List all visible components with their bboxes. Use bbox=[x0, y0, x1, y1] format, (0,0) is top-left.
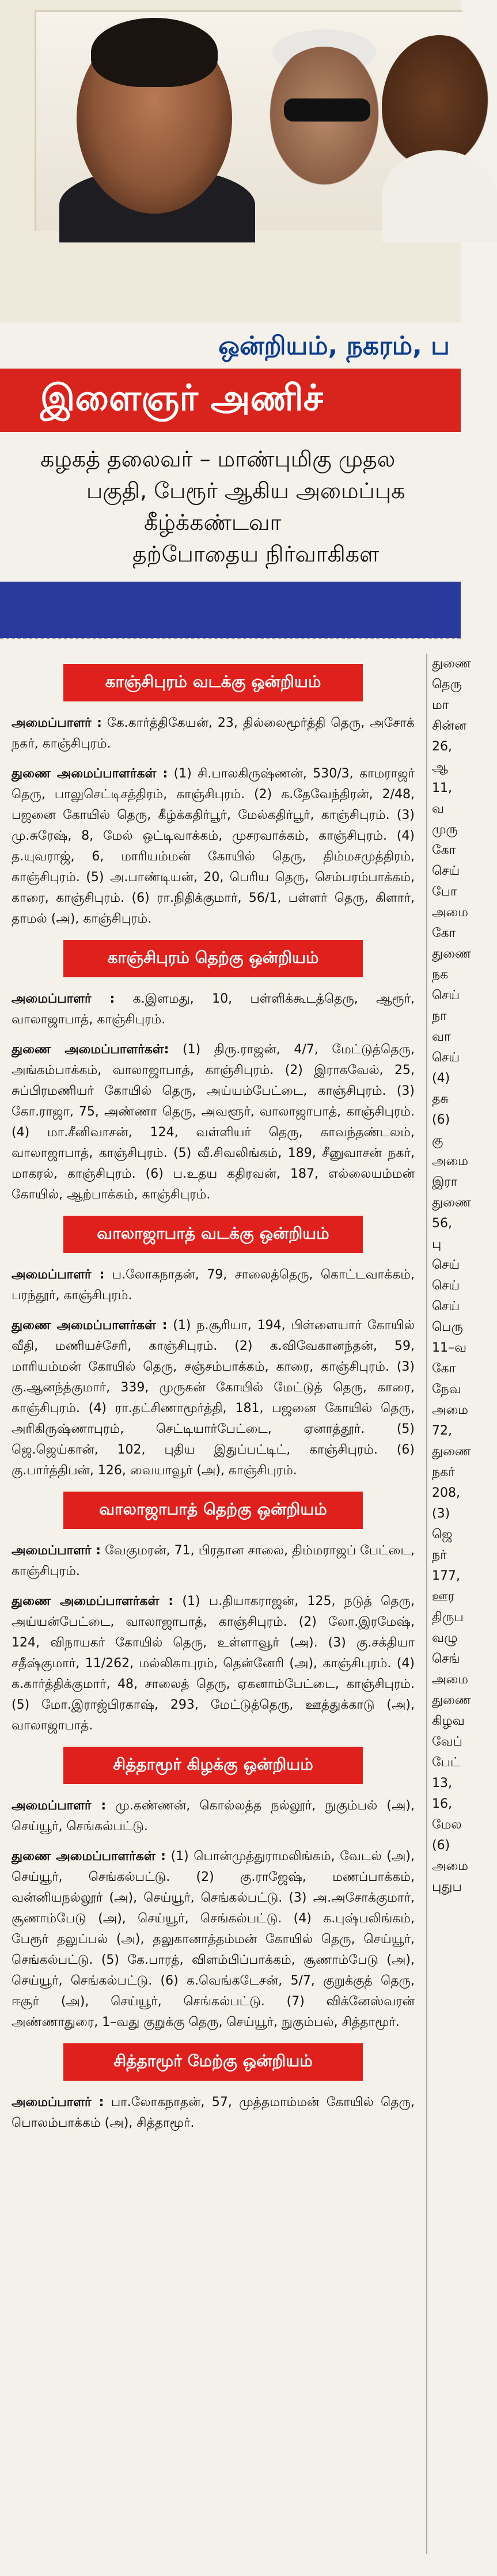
adjacent-column-text: நக bbox=[432, 968, 449, 982]
adjacent-column-text: நர் bbox=[432, 1548, 447, 1562]
adjacent-column-text: புதுப bbox=[432, 1880, 462, 1894]
adjacent-column-text: 13, bbox=[432, 1776, 452, 1790]
section bbox=[12, 1492, 415, 1736]
section-title: சித்தாமூர் மேற்கு ஒன்றியம் bbox=[63, 2043, 363, 2081]
adjacent-column-text: கிழவ bbox=[432, 1714, 465, 1728]
banner-title: இளைஞர் அணிச் bbox=[40, 377, 323, 419]
adjacent-column-text: மா bbox=[432, 698, 449, 712]
adjacent-column-text: 11–வ bbox=[432, 1341, 467, 1355]
intro-line: கீழ்க்கண்டவா bbox=[144, 510, 282, 535]
adjacent-column-text: கு bbox=[432, 1133, 443, 1148]
leader-portrait-main-hair bbox=[91, 18, 218, 87]
intro-paragraph bbox=[0, 443, 461, 570]
adjacent-column-text: கோ bbox=[432, 926, 456, 940]
section bbox=[12, 940, 415, 1205]
deputies-entry bbox=[12, 764, 415, 930]
adjacent-column-text: போ bbox=[432, 885, 457, 899]
dashed-divider bbox=[0, 638, 461, 647]
organizer-label: அமைப்பாளர் : bbox=[12, 716, 102, 730]
adjacent-column-text: செய் bbox=[432, 1258, 460, 1272]
deputies-label: துணை அமைப்பாளர்கள் : bbox=[12, 1594, 174, 1608]
deputies-text: (1) சி.பாலகிருஷ்ணன், 530/3, காமராஜர் தெரு, பாலுசெட்டிசத்திரம், காஞ்சிபுரம். (2) க.தேவேந்திரன், 2/48, பஜனை கோயில் தெரு, கீழ்க்கதிர்பூர், மேல்கதிர்பூர், காஞ்சிபுரம். (3) மு.சுரேஷ், 8, மேல் ஒட்டிவாக்கம், முசரவாக்கம், காஞ்சிபுரம். (4) த.யுவராஜ், 6, மாரியம்மன் கோயில் தெரு, திம்மசமுத்திரம், காஞ்சிபுரம். (5) அ.பாண்டியன், 20, பெரிய தெரு, செம்பரம்பாக்கம், காரை, காஞ்சிபுரம். (6) ரா.நிதிக்குமார், 56/1, பள்ளர் தெரு, கிளார், தாமல் (அ), காஞ்சிபுரம். bbox=[12, 767, 415, 926]
adjacent-column-text: துணை bbox=[432, 1444, 471, 1459]
organizer-entry bbox=[12, 713, 415, 754]
section bbox=[12, 664, 415, 930]
adjacent-column-text: 16, bbox=[432, 1797, 452, 1811]
adjacent-column-text: வா bbox=[432, 1030, 451, 1044]
adjacent-column-text: செய் bbox=[432, 1050, 460, 1065]
adjacent-column-text: வேப் bbox=[432, 1735, 463, 1749]
adjacent-column-text: நா bbox=[432, 1009, 447, 1023]
section-title: வாலாஜாபாத் வடக்கு ஒன்றியம் bbox=[63, 1216, 363, 1253]
section-title: வாலாஜாபாத் தெற்கு ஒன்றியம் bbox=[63, 1492, 363, 1529]
adjacent-column-text: 26, bbox=[432, 739, 452, 754]
adjacent-column-text: அமை bbox=[432, 1154, 468, 1169]
adjacent-column-text: நகர் bbox=[432, 1465, 455, 1479]
adjacent-column-text: வழு bbox=[432, 1631, 458, 1645]
adjacent-column-text: கோ bbox=[432, 843, 456, 858]
adjacent-column-text: செங் bbox=[432, 1652, 460, 1666]
adjacent-column-text: ஜெ bbox=[432, 1527, 453, 1542]
page-subtitle bbox=[0, 331, 461, 364]
adjacent-column-text: துணை bbox=[432, 947, 471, 961]
organizer-text: க.இளமது, 10, பள்ளிக்கூடத்தெரு, ஆரூர், வாலாஜாபாத், காஞ்சிபுரம். bbox=[12, 992, 415, 1027]
adjacent-column-text: துணை bbox=[432, 657, 471, 671]
subtitle-text: ஒன்றியம், நகரம், ப bbox=[218, 331, 450, 361]
main-column bbox=[12, 654, 415, 2143]
adjacent-column-text: பெரு bbox=[432, 1320, 463, 1334]
organizer-entry bbox=[12, 1541, 415, 1582]
adjacent-column-text: நேவ bbox=[432, 1382, 461, 1397]
adjacent-column-text: செய் bbox=[432, 988, 460, 1003]
adjacent-column-text: அமை bbox=[432, 905, 468, 920]
deputies-entry bbox=[12, 1039, 415, 1205]
section-title: சித்தாமூர் கிழக்கு ஒன்றியம் bbox=[63, 1747, 363, 1784]
organizer-label: அமைப்பாளர் : bbox=[12, 1268, 105, 1282]
header-photo-banner bbox=[0, 0, 461, 323]
adjacent-column-text: 177, bbox=[432, 1569, 460, 1583]
adjacent-column-text: துணை bbox=[432, 1693, 471, 1708]
adjacent-column-text: ஊர bbox=[432, 1589, 455, 1604]
adjacent-column-text: சின்ன bbox=[432, 719, 466, 733]
organizer-label: அமைப்பாளர் : bbox=[12, 1543, 101, 1558]
organizer-entry bbox=[12, 1796, 415, 1837]
section bbox=[12, 1216, 415, 1481]
adjacent-column-text: செய் bbox=[432, 1278, 460, 1293]
organizer-entry bbox=[12, 2092, 415, 2134]
organizer-label: அமைப்பாளர் : bbox=[12, 2095, 104, 2110]
adjacent-column-text: (4) bbox=[432, 1071, 450, 1086]
adjacent-column-text: தசு bbox=[432, 1092, 449, 1106]
adjacent-column-text: இரா bbox=[432, 1175, 458, 1189]
leader-portrait-3-robe bbox=[382, 150, 497, 242]
intro-line: கழகத் தலைவர் – மாண்புமிகு முதல bbox=[40, 446, 396, 472]
deputies-text: (1) ந.சூரியா, 194, பிள்ளையார் கோயில் வீதி, மணியச்சேரி, காஞ்சிபுரம். (2) க.விவேகானந்தன், 59, மாரியம்மன் கோயில் தெரு, சஞ்சம்பாக்கம், காரை, காஞ்சிபுரம். (3) கு.ஆனந்த்குமார், 339, முருகன் கோயில் மேட்டுத் தெரு, காரை, காஞ்சிபுரம். (4) ரா.தட்சிணாமூர்த்தி, 181, பஜனை கோயில் தெரு, அரிகிருஷ்ணாபுரம், செட்டியார்பேட்டை, ஏனாத்தூர். (5) ஜெ.ஜெய்கான், 102, புதிய இதுப்பட்டிட், காஞ்சிபுரம். (6) கு.பார்த்திபன், 126, வையாவூர் (அ), காஞ்சிபுரம். bbox=[12, 1318, 415, 1478]
leaders-photo bbox=[35, 10, 462, 231]
deputies-label: துணை அமைப்பாளர்கள்: bbox=[12, 1042, 169, 1057]
deputies-label: துணை அமைப்பாளர்கள் : bbox=[12, 767, 168, 781]
organizer-text: ப.லோகநாதன், 79, சாலைத்தெரு, கொட்டவாக்கம், பரந்தூர், காஞ்சிபுரம். bbox=[12, 1268, 415, 1303]
deputies-entry bbox=[12, 1846, 415, 2033]
adjacent-column-text: ஆ bbox=[432, 760, 448, 775]
deputies-entry bbox=[12, 1315, 415, 1481]
adjacent-column-text: அமை bbox=[432, 1859, 468, 1873]
organizer-entry bbox=[12, 989, 415, 1030]
section-title: காஞ்சிபுரம் வடக்கு ஒன்றியம் bbox=[63, 664, 363, 701]
adjacent-column-text: 72, bbox=[432, 1424, 452, 1438]
organizer-label: அமைப்பாளர் : bbox=[12, 1799, 107, 1813]
adjacent-column-text: அமை bbox=[432, 1672, 468, 1687]
adjacent-column-text: திருப bbox=[432, 1610, 464, 1625]
adjacent-column-text: மேல bbox=[432, 1818, 462, 1832]
intro-line: பகுதி, பேரூர் ஆகிய அமைப்புக bbox=[86, 478, 405, 503]
deputies-text: (1) ப.தியாகராஜன், 125, நடுத் தெரு, அய்யன்பேட்டை, வாலாஜாபாத், காஞ்சிபுரம். (2) லோ.இரமேஷ், 124, விநாயகர் கோயில் தெரு, உள்ளாவூர் (அ). (3) கு.சக்தியா சதீஷ்குமார், 11/262, மல்லிகாபுரம், தென்னேரி (அ), காஞ்சிபுரம். (4) க.கார்த்திக்குமார், 48, சாலைத் தெரு, ஏகனாம்பேட்டை, காஞ்சிபுரம். (5) மோ.இராஜ்பிரகாஷ், 293, மேட்டுத்தெரு, ஊத்துக்காடு (அ), வாலாஜாபாத். bbox=[12, 1594, 415, 1733]
organizer-text: கே.கார்த்திகேயன், 23, தில்லைமூர்த்தி தெரு, அசோக் நகர், காஞ்சிபுரம். bbox=[12, 716, 415, 751]
adjacent-column-text: (3) bbox=[432, 1507, 450, 1521]
adjacent-column-text: கோ bbox=[432, 1361, 456, 1376]
title-banner bbox=[0, 369, 461, 432]
adjacent-column-text: துணை bbox=[432, 1196, 471, 1210]
blue-divider-band bbox=[0, 582, 461, 638]
adjacent-column-text: செய் bbox=[432, 1299, 460, 1314]
organizer-label: அமைப்பாளர் : bbox=[12, 992, 115, 1006]
adjacent-column-text: (6) bbox=[432, 1113, 450, 1127]
deputies-text: (1) திரு.ராஜன், 4/7, மேட்டுத்தெரு, அங்கம்பாக்கம், வாலாஜாபாத், காஞ்சிபுரம். (2) இராகவேல், 25, சுப்பிரமணியர் கோயில் தெரு, அய்யம்பேட்டை, காஞ்சிபுரம். (3) கோ.ராஜா, 75, அண்ணா தெரு, அவளூர், வாலாஜாபாத், காஞ்சிபுரம். (4) மா.சீனிவாசன், 124, வள்ளியர் தெரு, காவந்தண்டலம், வாலாஜாபாத், காஞ்சிபுரம். (5) வீ.சிவலிங்கம், 189, சீனுவாசன் நகர், மாகரல், காஞ்சிபுரம். (6) ப.உதய கதிரவன், 187, எல்லையம்மன் கோயில், ஆற்பாக்கம், காஞ்சிபுரம். bbox=[12, 1042, 415, 1202]
adjacent-column-text: பு bbox=[432, 1237, 442, 1251]
deputies-label: துணை அமைப்பாளர்கள் : bbox=[12, 1318, 168, 1333]
adjacent-column-text: 11, bbox=[432, 781, 452, 795]
deputies-text: (1) பொன்முத்துராமலிங்கம், வேடல் (அ), செய்யூர், செங்கல்பட்டு. (2) கு.ராஜேஷ், மணப்பாக்கம், வன்னியநல்லூர் (அ), செய்யூர், செங்கல்பட்டு. (3) அ.அசோக்குமார், சூணாம்பேடு (அ), செய்யூர், செங்கல்பட்டு. (4) க.புஷ்பலிங்கம், பேரூர் தலுப்பல் (அ), தலுகானாத்தம்மன் கோயில் தெரு, செய்யூர், செங்கல்பட்டு. (5) கே.பாரத், விளம்பிப்பாக்கம், சூணாம்பேடு (அ), செய்யூர், செங்கல்பட்டு. (6) க.வெங்கடேசன், 5/7, குறுக்குத் தெரு, ஈசூர் (அ), செய்யூர், செங்கல்பட்டு. (7) விக்னேஸ்வரன் அண்ணாதுரை, 1–வது குறுக்கு தெரு, செய்யூர், நுகும்பல், சித்தாமூர். bbox=[12, 1849, 415, 2029]
adjacent-column-text: முரு bbox=[432, 822, 458, 837]
organizer-entry bbox=[12, 1265, 415, 1306]
adjacent-column-text: தெரு bbox=[432, 677, 462, 692]
adjacent-column-text: 208, bbox=[432, 1486, 460, 1500]
intro-line: தற்போதைய நிர்வாகிகள bbox=[132, 541, 380, 567]
section bbox=[12, 2043, 415, 2134]
organizer-text: மு.கண்ணன், கொல்லத்த நல்லூர், நுகும்பல் (அ), செய்யூர், செங்கல்பட்டு. bbox=[12, 1799, 415, 1834]
adjacent-column-text: 56, bbox=[432, 1216, 452, 1231]
sunglasses-shape bbox=[284, 98, 370, 122]
section bbox=[12, 1747, 415, 2033]
adjacent-column-text: செய் bbox=[432, 864, 460, 878]
adjacent-column-fragment bbox=[426, 654, 471, 2554]
deputies-entry bbox=[12, 1591, 415, 1736]
adjacent-column-text: பேட் bbox=[432, 1755, 461, 1770]
deputies-label: துணை அமைப்பாளர்கள் : bbox=[12, 1849, 166, 1864]
adjacent-column-text: அமை bbox=[432, 1403, 468, 1417]
organizer-text: வேகுமரன், 71, பிரதான சாலை, திம்மராஜப் பேட்டை, காஞ்சிபுரம். bbox=[12, 1543, 415, 1579]
leader-portrait-2 bbox=[261, 47, 388, 196]
adjacent-column-text: (6) bbox=[432, 1838, 450, 1853]
section-title: காஞ்சிபுரம் தெற்கு ஒன்றியம் bbox=[63, 940, 363, 977]
organizer-text: பா.லோகநாதன், 57, முத்தமாம்மன் கோயில் தெரு, பொலம்பாக்கம் (அ), சித்தாமூர். bbox=[12, 2095, 415, 2130]
adjacent-column-text: வ bbox=[432, 802, 445, 816]
